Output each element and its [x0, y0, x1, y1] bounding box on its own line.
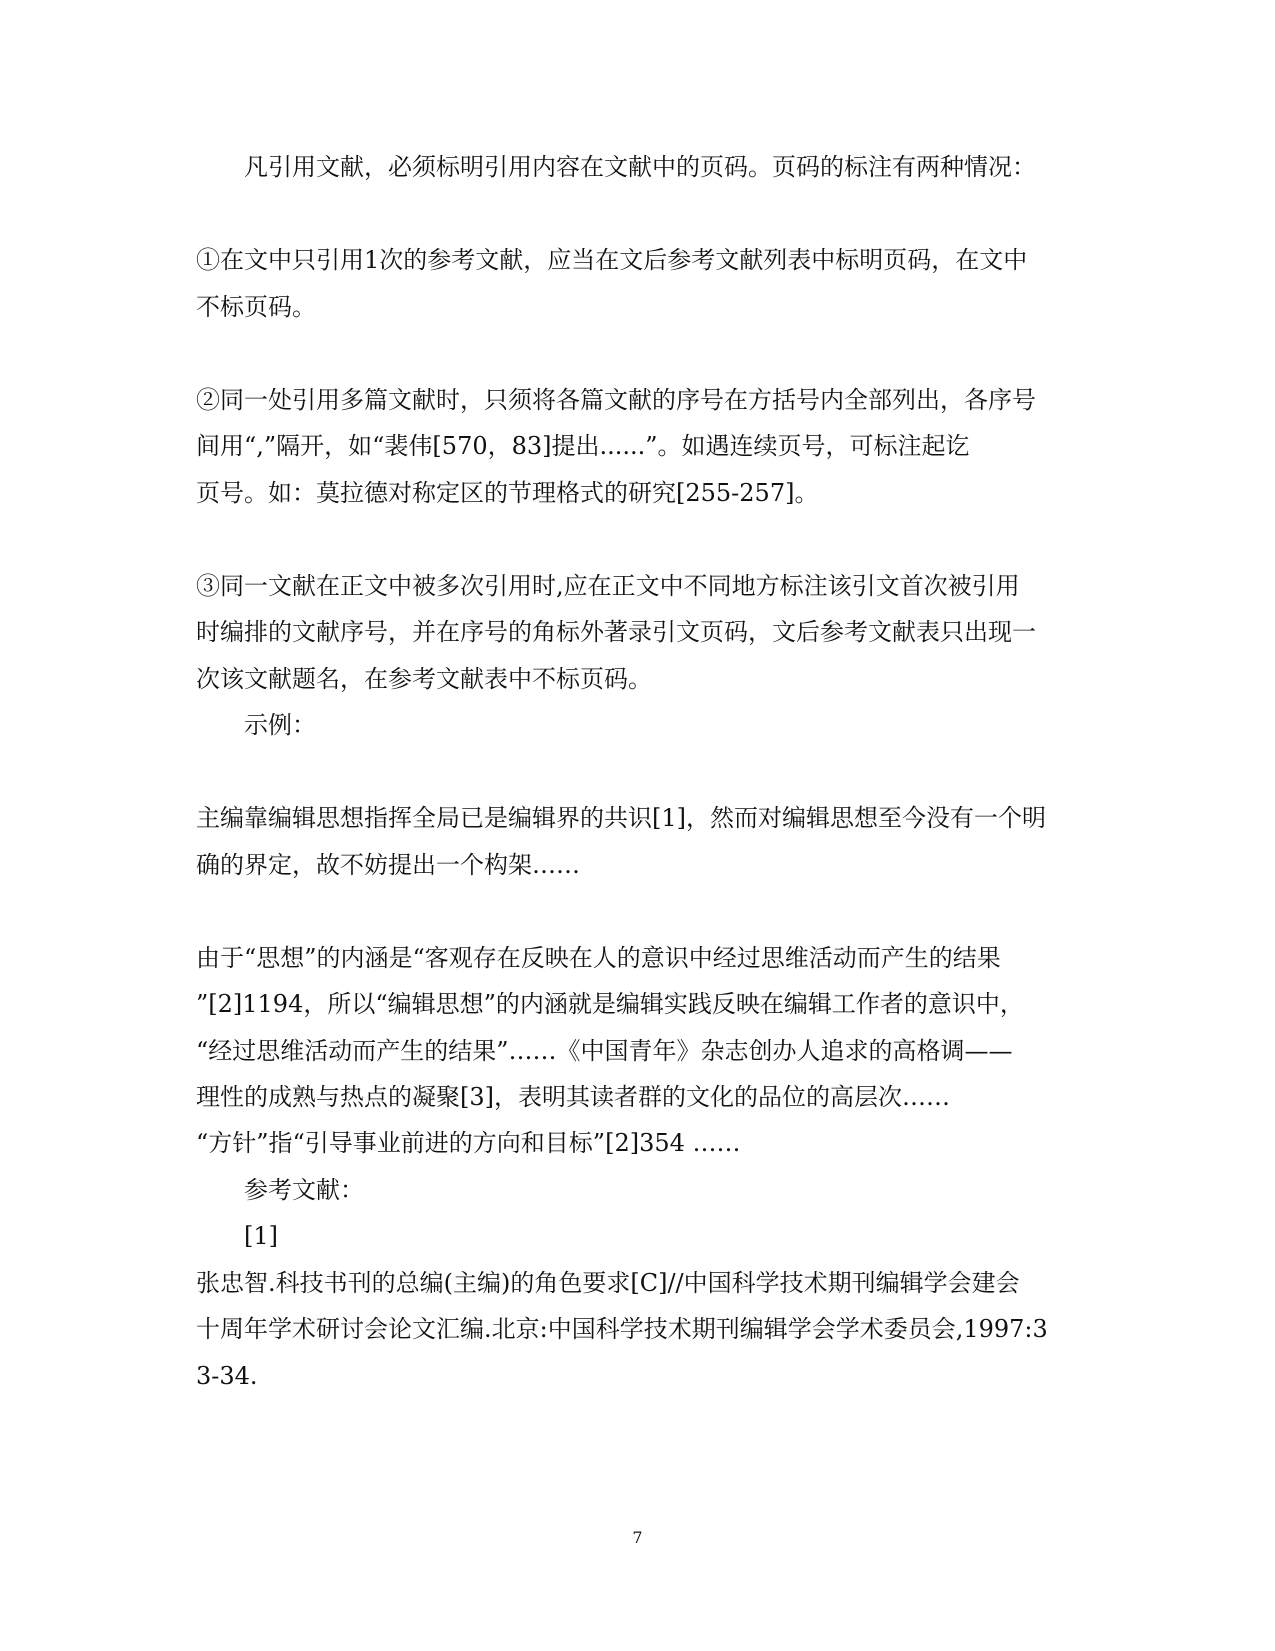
item1-line1: ①在文中只引用1次的参考文献，应当在文后参考文献列表中标明页码，在文中 — [196, 246, 1028, 274]
example2-line2: ”[2]1194，所以“编辑思想”的内涵就是编辑实践反映在编辑工作者的意识中， — [196, 990, 1024, 1018]
intro-paragraph: 凡引用文献，必须标明引用内容在文献中的页码。页码的标注有两种情况： — [244, 153, 1036, 181]
reference1-number: [1] — [244, 1222, 278, 1250]
reference1-line3: 3-34. — [196, 1362, 258, 1390]
example2-line1: 由于“思想”的内涵是“客观存在反映在人的意识中经过思维活动而产生的结果 — [196, 944, 1001, 972]
example2-line3: “经过思维活动而产生的结果”……《中国青年》杂志创办人追求的高格调—— — [196, 1037, 1013, 1065]
example1-line1: 主编靠编辑思想指挥全局已是编辑界的共识[1]，然而对编辑思想至今没有一个明 — [196, 804, 1046, 832]
page-number: 7 — [632, 1528, 643, 1547]
example2-line4: 理性的成熟与热点的凝聚[3]，表明其读者群的文化的品位的高层次…… — [196, 1083, 950, 1111]
item3-line3: 次该文献题名，在参考文献表中不标页码。 — [196, 665, 652, 693]
item2-line2: 间用“,”隔开，如“裴伟[570，83]提出......”。如遇连续页号，可标注起讫 — [196, 432, 970, 460]
references-label: 参考文献： — [244, 1176, 364, 1204]
example1-line2: 确的界定，故不妨提出一个构架…… — [196, 851, 580, 879]
item3-line2: 时编排的文献序号，并在序号的角标外著录引文页码，文后参考文献表只出现一 — [196, 618, 1036, 646]
item3-line1: ③同一文献在正文中被多次引用时,应在正文中不同地方标注该引文首次被引用 — [196, 572, 1020, 600]
item1-line2: 不标页码。 — [196, 293, 316, 321]
example-label: 示例： — [244, 711, 316, 739]
reference1-line2: 十周年学术研讨会论文汇编.北京:中国科学技术期刊编辑学会学术委员会,1997:3 — [196, 1315, 1048, 1343]
item2-line3: 页号。如：莫拉德对称定区的节理格式的研究[255-257]。 — [196, 479, 819, 507]
example2-line5: “方针”指“引导事业前进的方向和目标”[2]354 …… — [196, 1129, 741, 1157]
item2-line1: ②同一处引用多篇文献时，只须将各篇文献的序号在方括号内全部列出，各序号 — [196, 386, 1036, 414]
reference1-line1: 张忠智.科技书刊的总编(主编)的角色要求[C]//中国科学技术期刊编辑学会建会 — [196, 1269, 1020, 1297]
